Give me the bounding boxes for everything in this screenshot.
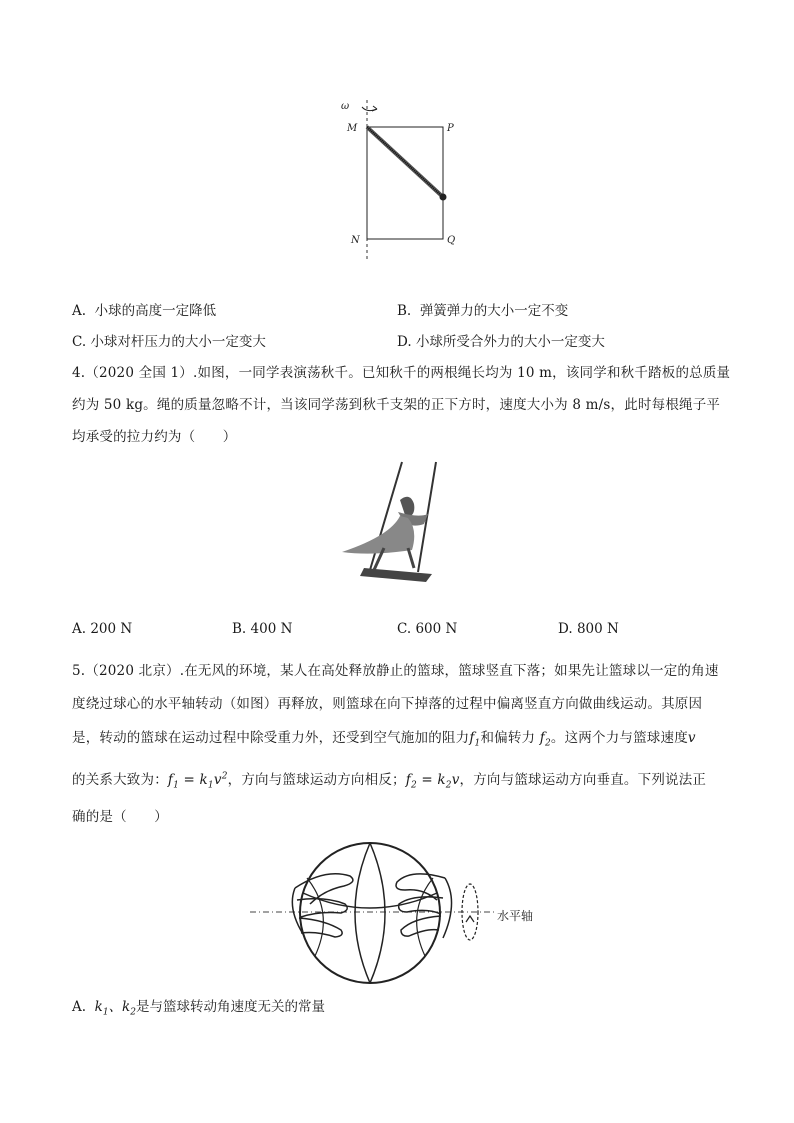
q3-option-a: A. 小球的高度一定降低 (72, 303, 217, 319)
v-symbol: v (687, 730, 696, 746)
rotating-frame-figure (335, 95, 465, 265)
right-hand (396, 874, 452, 938)
q3-option-c: C. 小球对杆压力的大小一定变大 (72, 334, 266, 350)
basketball-figure (245, 838, 555, 988)
q4-line-3: 均承受的拉力约为（ ） (72, 429, 237, 445)
label-m: M (347, 123, 358, 134)
f2-formula: $f_2 = k_2v$ (405, 772, 460, 791)
ball (440, 194, 447, 201)
q4-line-2: 约为 50 kg。绳的质量忽略不计，当该同学荡到秋千支架的正下方时，速度大小为 8 m/s，此时每根绳子平 (72, 397, 721, 413)
omega-label: ω (341, 101, 350, 112)
label-p: P (447, 123, 454, 134)
q5-line-1: 5.（2020 北京）.在无风的环境，某人在高处释放静止的篮球，篮球竖直下落；如果先让篮球以一定的角速 (72, 663, 719, 679)
q4-option-b: B. 400 N (232, 621, 293, 637)
k1-k2-symbols: $k_1$、$k_2$ (94, 999, 136, 1018)
q5-line-5: 确的是（ ） (72, 809, 168, 825)
q4-option-a: A. 200 N (72, 621, 133, 637)
swing-figure (340, 460, 455, 610)
f1-symbol: $f_1$ (469, 730, 481, 749)
q4-option-d: D. 800 N (558, 621, 619, 637)
f1-formula: $f_1 = k_1v^2$ (167, 771, 228, 791)
q5-line-4: 的关系大致为：$f_1 = k_1v^2$，方向与篮球运动方向相反；$f_2 = k_2v$，方向与篮球运动方向垂直。下列说法正 (72, 771, 707, 791)
f2-symbol: $f_2$ (535, 730, 551, 749)
q3-option-d: D. 小球所受合外力的大小一定变大 (397, 334, 605, 350)
label-q: Q (447, 235, 456, 246)
q5-line-3: 是，转动的篮球在运动过程中除受重力外，还受到空气施加的阻力$f_1$和偏转力 $f_2$。这两个力与篮球速度v (72, 730, 696, 749)
q5-option-a: A. $k_1$、$k_2$是与篮球转动角速度无关的常量 (72, 999, 325, 1018)
spring (367, 127, 443, 197)
q4-option-c: C. 600 N (397, 621, 458, 637)
q3-option-b: B. 弹簧弹力的大小一定不变 (397, 303, 569, 319)
horizontal-axis-label: 水平轴 (497, 909, 534, 923)
q5-line-2: 度绕过球心的水平轴转动（如图）再释放，则篮球在向下掉落的过程中偏离竖直方向做曲线运动。其原因 (72, 696, 703, 712)
label-n: N (351, 235, 360, 246)
q4-line-1: 4.（2020 全国 1）.如图，一同学表演荡秋千。已知秋千的两根绳长均为 10 m，该同学和秋千踏板的总质量 (72, 365, 731, 381)
